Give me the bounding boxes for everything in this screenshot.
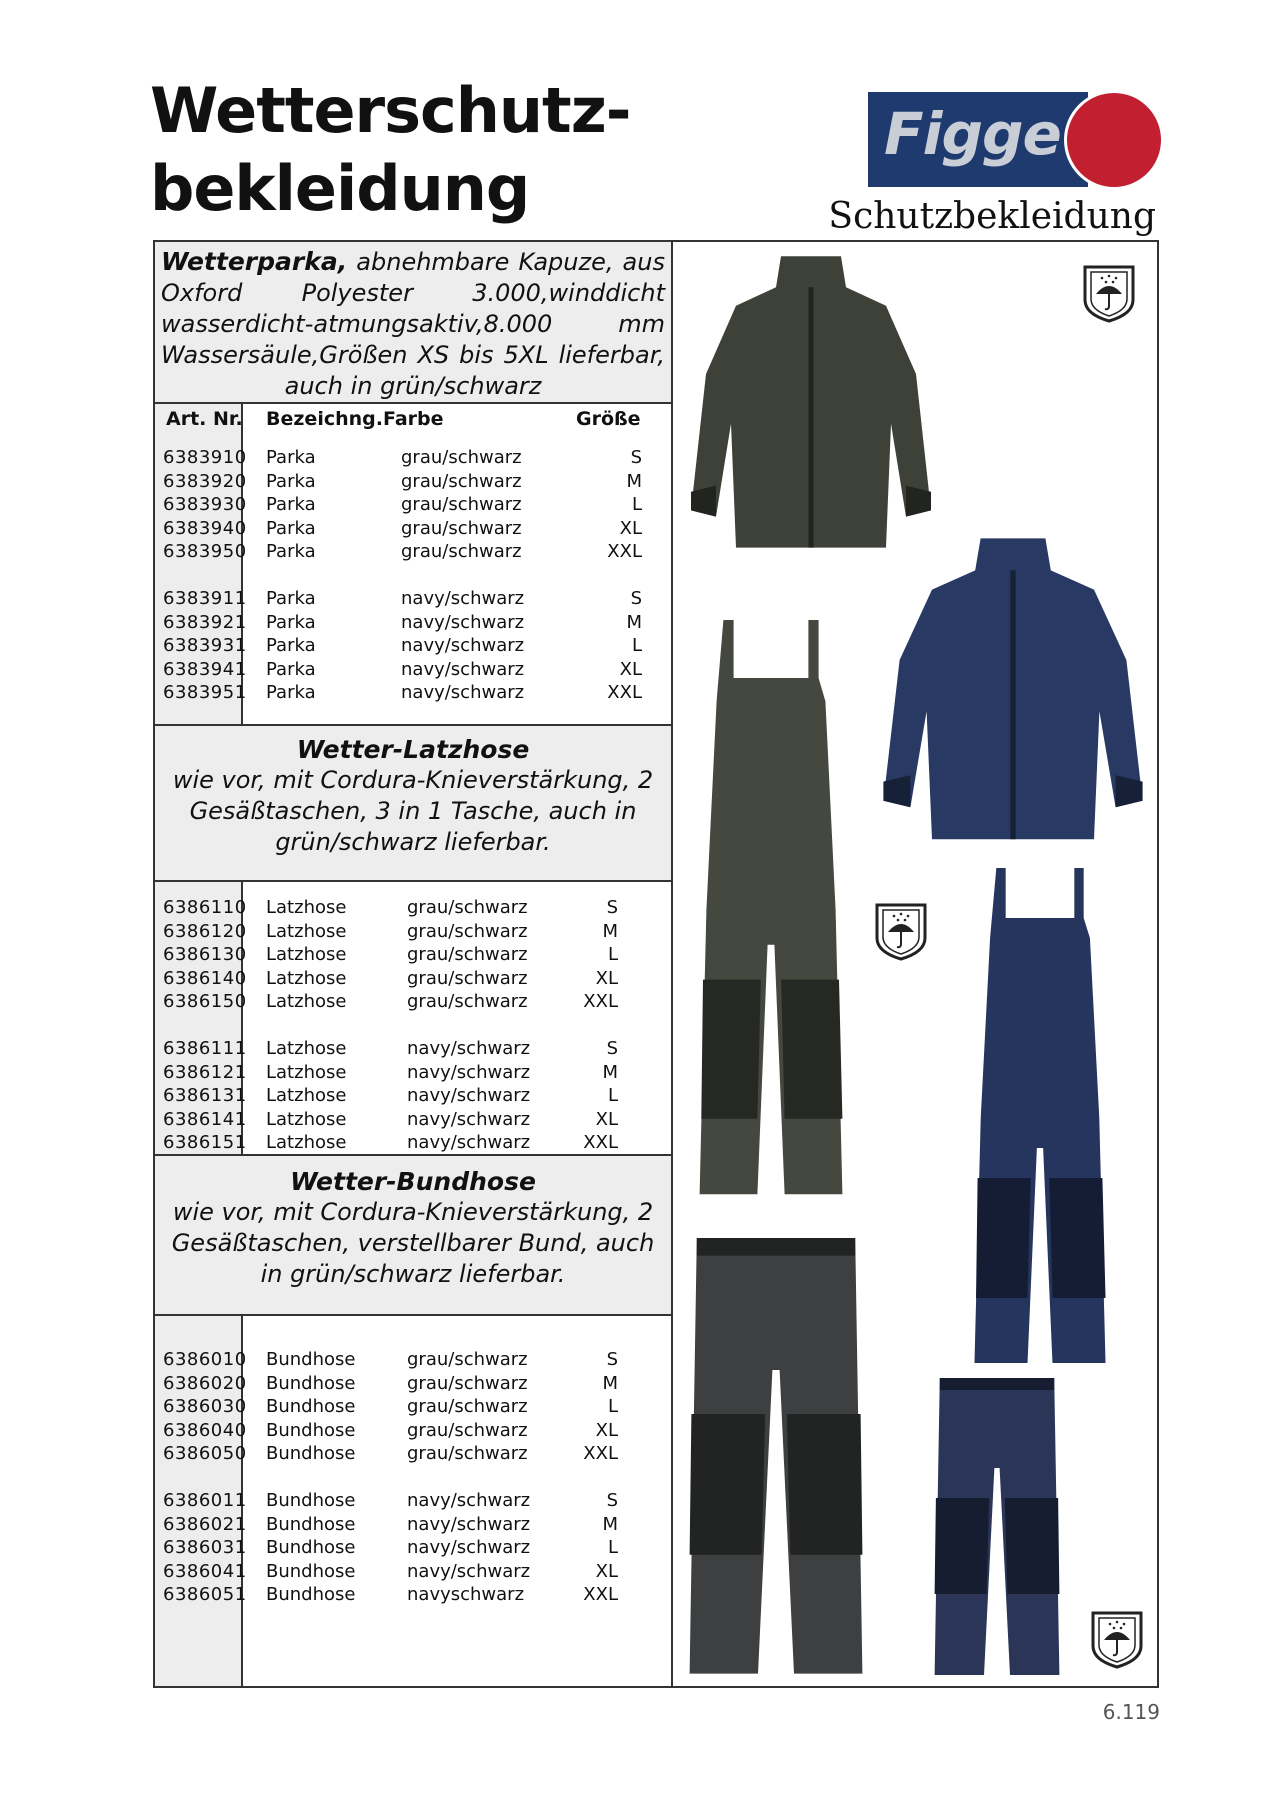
parka-zipper: [1010, 570, 1015, 839]
table-row: [155, 920, 671, 943]
table-row: [155, 681, 671, 704]
article-size: S: [630, 447, 642, 468]
article-size: L: [607, 1537, 618, 1558]
article-name: Parka: [266, 682, 316, 703]
article-name: Latzhose: [266, 991, 347, 1012]
article-name: Parka: [266, 541, 316, 562]
article-name: Latzhose: [266, 967, 347, 989]
table-row: [155, 1061, 671, 1084]
article-number: 6386010: [163, 1349, 247, 1370]
article-number: 6386030: [163, 1396, 247, 1417]
article-color: grau/schwarz: [407, 1349, 528, 1370]
article-number: 6386110: [163, 897, 247, 918]
article-name: Parka: [266, 494, 316, 515]
rain-protection-icon: [874, 902, 928, 962]
article-number: 6383941: [163, 658, 247, 680]
article-size: XL: [619, 658, 642, 680]
article-color: grau/schwarz: [407, 967, 528, 989]
article-number: 6383940: [163, 517, 247, 539]
article-size: XL: [595, 1560, 618, 1582]
column-header-size: Größe: [576, 408, 641, 430]
article-name: Bundhose: [266, 1443, 356, 1464]
article-number: 6386021: [163, 1513, 247, 1535]
bundhose-grey-image: [686, 1238, 866, 1678]
table-row: [155, 896, 671, 919]
article-number: 6386141: [163, 1108, 247, 1130]
article-color: grau/schwarz: [401, 470, 522, 492]
article-name: Latzhose: [266, 1108, 347, 1130]
table-row: [155, 1372, 671, 1395]
article-size: XL: [595, 1419, 618, 1441]
table-row: [155, 1442, 671, 1465]
section-highlight: Wetter-Latzhose: [296, 735, 530, 764]
article-color: grau/schwarz: [407, 1419, 528, 1441]
article-color: navy/schwarz: [407, 1560, 531, 1582]
section-description: abnehmbare Kapuze, aus Oxford Polyester 3.000,winddicht wasserdicht-atmungsaktiv,8.000 mm Wassersäule,Größen XS bis 5XL lieferbar, auch in grün/schwarz: [161, 248, 665, 400]
article-name: Parka: [266, 635, 316, 656]
article-size: L: [607, 1085, 618, 1106]
table-row: [155, 1489, 671, 1512]
article-name: Bundhose: [266, 1584, 356, 1605]
parka-navy-image: [878, 532, 1148, 852]
article-name: Bundhose: [266, 1349, 356, 1370]
article-size: S: [606, 1349, 618, 1370]
figge-logo: [868, 92, 1158, 192]
table-row: [155, 1037, 671, 1060]
article-name: Bundhose: [266, 1537, 356, 1558]
section-head-latzhose: [155, 726, 671, 882]
table-row: [155, 1395, 671, 1418]
article-color: navy/schwarz: [401, 658, 525, 680]
article-name: Bundhose: [266, 1513, 356, 1535]
article-number: 6386111: [163, 1038, 247, 1059]
brand-subtitle: Schutzbekleidung: [828, 196, 1156, 237]
table-row: [155, 611, 671, 634]
article-color: navy/schwarz: [401, 682, 525, 703]
section-highlight: Wetterparka,: [161, 247, 348, 276]
article-color: grau/schwarz: [401, 517, 522, 539]
article-name: Latzhose: [266, 944, 347, 965]
article-number: 6386131: [163, 1085, 247, 1106]
article-name: Parka: [266, 447, 316, 468]
article-name: Bundhose: [266, 1419, 356, 1441]
section-description: wie vor, mit Cordura-Knieverstärkung, 2 Gesäßtaschen, verstellbarer Bund, auch in grün/schwarz lieferbar.: [171, 1198, 655, 1288]
table-row: [155, 967, 671, 990]
article-color: grau/schwarz: [407, 944, 528, 965]
section-head-parka: [155, 242, 671, 404]
latzhose-navy-image: [962, 868, 1118, 1368]
table-row: [155, 943, 671, 966]
article-size: XXL: [583, 1443, 618, 1464]
waistband: [697, 1238, 855, 1256]
waistband: [940, 1378, 1054, 1390]
table-row: [155, 587, 671, 610]
latzhose-grey-image: [686, 620, 856, 1200]
table-row: [155, 1513, 671, 1536]
article-size: XL: [595, 1108, 618, 1130]
article-number: 6386121: [163, 1061, 247, 1083]
article-size: M: [626, 611, 642, 633]
article-size: S: [606, 1038, 618, 1059]
article-number: 6383910: [163, 447, 247, 468]
article-size: M: [626, 470, 642, 492]
article-color: navyschwarz: [407, 1584, 525, 1605]
article-color: navy/schwarz: [407, 1061, 531, 1083]
article-number: 6386130: [163, 944, 247, 965]
article-color: navy/schwarz: [401, 588, 525, 609]
column-header-art: Art. Nr.: [166, 408, 243, 430]
logo-text: Figge: [884, 100, 1061, 168]
article-size: XXL: [583, 1132, 618, 1153]
table-row: [155, 1419, 671, 1442]
article-color: navy/schwarz: [407, 1537, 531, 1558]
article-name: Bundhose: [266, 1560, 356, 1582]
article-color: navy/schwarz: [407, 1108, 531, 1130]
knee-patches: [935, 1498, 1060, 1594]
article-number: 6386020: [163, 1372, 247, 1394]
article-name: Latzhose: [266, 897, 347, 918]
table-row: [155, 1560, 671, 1583]
article-size: XXL: [583, 991, 618, 1012]
article-number: 6386041: [163, 1560, 247, 1582]
knee-patches: [701, 980, 842, 1119]
article-number: 6383921: [163, 611, 247, 633]
table-row: [155, 446, 671, 469]
article-size: XL: [619, 517, 642, 539]
article-name: Latzhose: [266, 1085, 347, 1106]
section-description: wie vor, mit Cordura-Knieverstärkung, 2 Gesäßtaschen, 3 in 1 Tasche, auch in grün/schwarz lieferbar.: [172, 766, 654, 856]
article-number: 6386011: [163, 1490, 247, 1511]
article-color: grau/schwarz: [401, 541, 522, 562]
knee-patches: [976, 1178, 1105, 1298]
article-name: Latzhose: [266, 920, 347, 942]
table-row: [155, 1583, 671, 1606]
article-name: Latzhose: [266, 1061, 347, 1083]
table-row: [155, 1108, 671, 1131]
page-number: 6.119: [1102, 1700, 1160, 1724]
column-header-desc: Bezeichng.Farbe: [266, 408, 444, 430]
article-color: navy/schwarz: [407, 1038, 531, 1059]
article-size: XXL: [607, 682, 642, 703]
article-size: S: [606, 1490, 618, 1511]
article-color: navy/schwarz: [407, 1132, 531, 1153]
article-size: L: [631, 494, 642, 515]
article-size: XXL: [607, 541, 642, 562]
article-size: M: [602, 920, 618, 942]
article-number: 6383951: [163, 682, 247, 703]
article-size: L: [631, 635, 642, 656]
article-size: S: [630, 588, 642, 609]
article-size: S: [606, 897, 618, 918]
article-number: 6386040: [163, 1419, 247, 1441]
article-color: navy/schwarz: [401, 611, 525, 633]
article-size: M: [602, 1061, 618, 1083]
article-number: 6383920: [163, 470, 247, 492]
article-name: Bundhose: [266, 1372, 356, 1394]
article-size: M: [602, 1372, 618, 1394]
article-name: Parka: [266, 470, 316, 492]
article-size: M: [602, 1513, 618, 1535]
article-name: Parka: [266, 517, 316, 539]
article-color: grau/schwarz: [407, 991, 528, 1012]
rain-protection-icon: [1082, 264, 1136, 324]
table-row: [155, 1131, 671, 1154]
article-color: grau/schwarz: [407, 1396, 528, 1417]
article-size: L: [607, 1396, 618, 1417]
article-color: grau/schwarz: [407, 1443, 528, 1464]
article-number: 6383911: [163, 588, 247, 609]
article-name: Parka: [266, 658, 316, 680]
table-row: [155, 634, 671, 657]
table-row: [155, 470, 671, 493]
article-color: navy/schwarz: [407, 1085, 531, 1106]
article-number: 6386140: [163, 967, 247, 989]
knee-patches: [690, 1414, 863, 1555]
table-row: [155, 1084, 671, 1107]
title-line-1: Wetterschutz-: [150, 74, 631, 147]
article-number: 6386120: [163, 920, 247, 942]
article-name: Parka: [266, 611, 316, 633]
article-color: navy/schwarz: [401, 635, 525, 656]
article-size: L: [607, 944, 618, 965]
article-name: Bundhose: [266, 1396, 356, 1417]
article-color: grau/schwarz: [401, 494, 522, 515]
article-name: Bundhose: [266, 1490, 356, 1511]
article-number: 6386031: [163, 1537, 247, 1558]
article-number: 6386051: [163, 1584, 247, 1605]
table-row: [155, 1348, 671, 1371]
bundhose-navy-image: [932, 1378, 1062, 1678]
article-number: 6383950: [163, 541, 247, 562]
table-row: [155, 990, 671, 1013]
article-color: navy/schwarz: [407, 1490, 531, 1511]
article-number: 6386150: [163, 991, 247, 1012]
rain-protection-icon: [1090, 1610, 1144, 1670]
article-name: Parka: [266, 588, 316, 609]
table-row: [155, 493, 671, 516]
page-title: [150, 72, 631, 228]
section-head-bundhose: [155, 1156, 671, 1316]
article-color: grau/schwarz: [407, 1372, 528, 1394]
parka-zipper: [809, 287, 814, 547]
table-row: [155, 1536, 671, 1559]
article-number: 6383930: [163, 494, 247, 515]
article-number: 6386151: [163, 1132, 247, 1153]
article-name: Latzhose: [266, 1132, 347, 1153]
article-size: XXL: [583, 1584, 618, 1605]
article-color: grau/schwarz: [407, 920, 528, 942]
title-line-2: bekleidung: [150, 152, 530, 225]
table-row: [155, 658, 671, 681]
article-name: Latzhose: [266, 1038, 347, 1059]
article-number: 6383931: [163, 635, 247, 656]
parka-grey-image: [686, 250, 936, 560]
table-row: [155, 517, 671, 540]
table-row: [155, 540, 671, 563]
logo-circle: [1064, 90, 1164, 190]
article-color: grau/schwarz: [407, 897, 528, 918]
article-color: navy/schwarz: [407, 1513, 531, 1535]
article-color: grau/schwarz: [401, 447, 522, 468]
article-size: XL: [595, 967, 618, 989]
article-number: 6386050: [163, 1443, 247, 1464]
logo-box: [868, 92, 1088, 187]
section-highlight: Wetter-Bundhose: [290, 1167, 536, 1196]
